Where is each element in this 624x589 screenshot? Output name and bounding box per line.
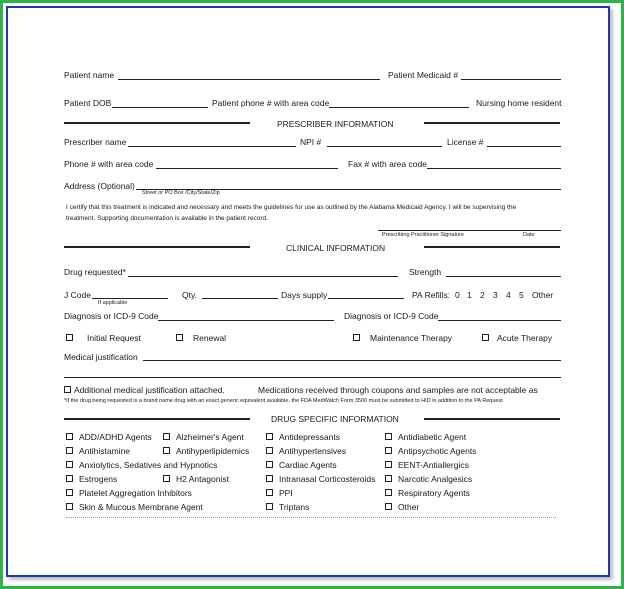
- drug-class-option[interactable]: [385, 488, 470, 498]
- jcode-hint: If applicable: [98, 300, 128, 306]
- drug-class-label: PPI: [279, 488, 293, 498]
- drug-class-label: Other: [398, 502, 420, 512]
- drug-class-option[interactable]: [66, 488, 192, 498]
- maintenance-therapy-option[interactable]: [353, 333, 452, 343]
- drug-class-option[interactable]: [385, 474, 472, 484]
- checkbox-icon[interactable]: [176, 334, 183, 341]
- section-divider-right: [424, 418, 560, 420]
- checkbox-icon[interactable]: [66, 489, 73, 496]
- section-divider-left: [64, 418, 250, 420]
- pa-refills-label: PA Refills:: [412, 290, 451, 300]
- prescriber-name-field[interactable]: [128, 146, 296, 147]
- drug-class-option[interactable]: [66, 460, 217, 470]
- drug-class-label: Intranasal Corticosteroids: [279, 474, 376, 484]
- signature-label: Prescribing Practitioner Signature: [382, 232, 464, 238]
- initial-request-label: Initial Request: [87, 333, 141, 343]
- drug-class-label: Narcotic Analgesics: [398, 474, 473, 484]
- drug-class-option[interactable]: [385, 432, 466, 442]
- refill-option-other[interactable]: Other: [532, 290, 554, 300]
- drug-class-label: Triptans: [279, 502, 310, 512]
- checkbox-icon[interactable]: [66, 334, 73, 341]
- prescriber-section-title: PRESCRIBER INFORMATION: [277, 119, 394, 129]
- drug-class-label: Platelet Aggregation Inhibitors: [79, 488, 192, 498]
- section-divider-left: [64, 122, 250, 124]
- drug-class-label: Antidiabetic Agent: [398, 432, 467, 442]
- maintenance-therapy-label: Maintenance Therapy: [370, 333, 453, 343]
- patient-dob-field[interactable]: [112, 107, 208, 108]
- patient-medicaid-label: Patient Medicaid #: [388, 70, 458, 80]
- diagnosis-field-1[interactable]: [158, 320, 334, 321]
- additional-justification-option[interactable]: [64, 385, 225, 395]
- clinical-section-title: CLINICAL INFORMATION: [286, 243, 386, 253]
- checkbox-icon[interactable]: [482, 334, 489, 341]
- prescriber-phone-label: Phone # with area code: [64, 159, 154, 169]
- checkbox-icon[interactable]: [266, 489, 273, 496]
- patient-dob-label: Patient DOB: [64, 98, 112, 108]
- license-label: License #: [447, 137, 484, 147]
- checkbox-icon[interactable]: [66, 461, 73, 468]
- drug-class-label: Cardiac Agents: [279, 460, 337, 470]
- npi-label: NPI #: [300, 137, 322, 147]
- drug-requested-field[interactable]: [128, 276, 398, 277]
- diagnosis-field-2[interactable]: [438, 320, 561, 321]
- license-field[interactable]: [487, 146, 561, 147]
- drug-class-label: Antipsychotic Agents: [398, 446, 477, 456]
- patient-phone-label: Patient phone # with area code: [212, 98, 330, 108]
- jcode-field[interactable]: [92, 298, 168, 299]
- qty-label: Qty.: [182, 290, 197, 300]
- jcode-label: J Code: [64, 290, 91, 300]
- strength-field[interactable]: [446, 276, 561, 277]
- drug-class-option[interactable]: [66, 432, 152, 442]
- drug-class-option[interactable]: [385, 502, 419, 512]
- certify-text-line2: treatment. Supporting documentation is available in the patient record.: [66, 215, 268, 222]
- drug-class-label: H2 Antagonist: [176, 474, 229, 484]
- drug-class-label: Estrogens: [79, 474, 118, 484]
- address-hint: Street or PO Box /City/State/Zip: [142, 190, 220, 196]
- days-supply-label: Days supply: [281, 290, 328, 300]
- checkbox-icon[interactable]: [385, 503, 392, 510]
- checkbox-icon[interactable]: [266, 503, 273, 510]
- drug-class-option[interactable]: [66, 474, 117, 484]
- justification-field-line2[interactable]: [64, 377, 561, 378]
- diagnosis-label-1: Diagnosis or ICD-9 Code: [64, 311, 159, 321]
- patient-name-label: Patient name: [64, 70, 115, 80]
- drug-class-label: Alzheimer's Agent: [176, 432, 244, 442]
- drug-class-option[interactable]: [66, 446, 130, 456]
- drug-class-option[interactable]: [385, 460, 469, 470]
- drug-class-option[interactable]: [266, 474, 375, 484]
- justification-field[interactable]: [143, 360, 561, 361]
- diagnosis-label-2: Diagnosis or ICD-9 Code: [344, 311, 439, 321]
- checkbox-icon[interactable]: [66, 433, 73, 440]
- checkbox-icon[interactable]: [163, 475, 170, 482]
- days-supply-field[interactable]: [328, 298, 404, 299]
- renewal-option[interactable]: [176, 333, 226, 343]
- checkbox-icon[interactable]: [266, 475, 273, 482]
- brand-drug-note: *If the drug being requested is a brand name drug with an exact generic equivalent available, the FDA MedWatch Form 3500 must be submitted to HID in addition to the PA Request: [64, 398, 503, 404]
- patient-medicaid-field[interactable]: [461, 79, 561, 80]
- patient-phone-field[interactable]: [329, 107, 469, 108]
- refill-option-0[interactable]: 0: [455, 290, 460, 300]
- drug-class-label: Antihypertensives: [279, 446, 347, 456]
- address-label: Address (Optional): [64, 181, 135, 191]
- refill-option-3[interactable]: 3: [493, 290, 498, 300]
- drug-class-option[interactable]: [266, 432, 340, 442]
- drug-class-option[interactable]: [163, 432, 244, 442]
- drug-class-option[interactable]: [66, 502, 203, 512]
- drug-class-label: Respiratory Agents: [398, 488, 470, 498]
- refill-option-4[interactable]: 4: [506, 290, 511, 300]
- checkbox-icon[interactable]: [66, 447, 73, 454]
- section-divider-right: [424, 246, 560, 248]
- cut-off-row: [66, 517, 556, 520]
- justification-label: Medical justification: [64, 352, 138, 362]
- refill-option-2[interactable]: 2: [480, 290, 485, 300]
- drug-class-label: Anxiolytics, Sedatives and Hypnotics: [79, 460, 218, 470]
- checkbox-icon[interactable]: [163, 447, 170, 454]
- checkbox-icon[interactable]: [385, 461, 392, 468]
- checkbox-icon[interactable]: [266, 461, 273, 468]
- patient-name-field[interactable]: [118, 79, 380, 80]
- qty-field[interactable]: [202, 298, 278, 299]
- acute-therapy-option[interactable]: [482, 333, 552, 343]
- signature-field[interactable]: [378, 230, 561, 231]
- strength-label: Strength: [409, 267, 442, 277]
- checkbox-icon[interactable]: [66, 475, 73, 482]
- checkbox-icon[interactable]: [385, 433, 392, 440]
- npi-field[interactable]: [327, 146, 442, 147]
- additional-justification-label: Additional medical justification attached.: [74, 385, 225, 395]
- drug-class-option[interactable]: [266, 460, 337, 470]
- refill-option-1[interactable]: 1: [467, 290, 472, 300]
- initial-request-option[interactable]: [66, 333, 141, 343]
- checkbox-icon[interactable]: [266, 447, 273, 454]
- drug-class-label: Antihistamine: [79, 446, 131, 456]
- section-divider-right: [424, 122, 560, 124]
- checkbox-icon[interactable]: [385, 447, 392, 454]
- date-label: Date: [523, 232, 535, 238]
- prescriber-fax-field[interactable]: [427, 168, 561, 169]
- checkbox-icon[interactable]: [64, 386, 71, 393]
- checkbox-icon[interactable]: [385, 489, 392, 496]
- prescriber-fax-label: Fax # with area code: [348, 159, 427, 169]
- renewal-label: Renewal: [193, 333, 227, 343]
- drug-class-option[interactable]: [266, 502, 309, 512]
- drug-class-label: ADD/ADHD Agents: [79, 432, 152, 442]
- drug-class-label: Skin & Mucous Membrane Agent: [79, 502, 203, 512]
- drug-class-label: Antidepressants: [279, 432, 340, 442]
- drug-specific-section-title: DRUG SPECIFIC INFORMATION: [271, 414, 399, 424]
- checkbox-icon[interactable]: [163, 433, 170, 440]
- prescriber-phone-field[interactable]: [156, 168, 338, 169]
- drug-class-option[interactable]: [163, 474, 229, 484]
- drug-class-option[interactable]: [266, 446, 346, 456]
- checkbox-icon[interactable]: [266, 433, 273, 440]
- prescriber-name-label: Prescriber name: [64, 137, 127, 147]
- checkbox-icon[interactable]: [66, 503, 73, 510]
- checkbox-icon[interactable]: [385, 475, 392, 482]
- refill-option-5[interactable]: 5: [519, 290, 524, 300]
- certify-text-line1: I certify that this treatment is indicated and necessary and meets the guidelines for use as outlined by the Alabama Medicaid Agency. I will be supervising the: [66, 204, 517, 211]
- section-divider-left: [64, 246, 250, 248]
- nursing-home-label: Nursing home resident: [476, 98, 562, 108]
- drug-class-label: EENT-Antiallergics: [398, 460, 469, 470]
- drug-class-option[interactable]: [385, 446, 476, 456]
- drug-requested-label: Drug requested*: [64, 267, 126, 277]
- acute-therapy-label: Acute Therapy: [497, 333, 553, 343]
- drug-class-label: Antihyperlipidemics: [176, 446, 250, 456]
- drug-class-option[interactable]: [266, 488, 293, 498]
- coupons-note: Medications received through coupons and samples are not acceptable as: [258, 385, 538, 395]
- checkbox-icon[interactable]: [353, 334, 360, 341]
- drug-class-option[interactable]: [163, 446, 249, 456]
